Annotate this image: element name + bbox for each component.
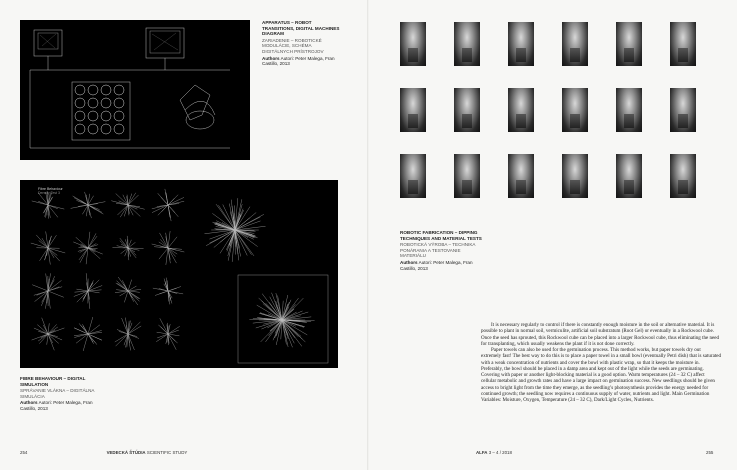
caption-authors: Authors Autori: Peter Malega, Fran Castillo, 2013 — [400, 259, 473, 271]
dipping-test-photo — [670, 22, 696, 66]
apparatus-diagram-lines — [20, 20, 250, 160]
caption-authors: Authors Autori: Peter Malega, Fran Castillo, 2013 — [20, 400, 93, 411]
caption-subtitle: SPRÁVANIE VLÁKNA – DIGITÁLNA SIMULÁCIA — [20, 388, 95, 399]
fibre-strand — [120, 193, 136, 217]
footer-journal: ALFA 3 – 4 / 2018 — [476, 450, 512, 455]
dipping-test-photo — [400, 154, 426, 198]
fibre-strand — [38, 331, 57, 336]
caption-subtitle: ROBOTICKÁ VÝROBA – TECHNIKA PONÁRANIA A TESTOVANIE MATERIÁLU — [400, 242, 476, 259]
left-page — [0, 0, 368, 470]
dipping-test-photo — [508, 88, 534, 132]
caption-subtitle: ZARIADENIE – ROBOTICKÉ MODULÁCIE, SCHÉMA DIGITÁLNYCH PRÍSTROJOV — [262, 37, 324, 54]
fibre-strand — [165, 283, 171, 299]
dipping-test-photo — [562, 22, 588, 66]
fibre-caption — [20, 376, 100, 412]
apparatus-caption — [262, 20, 342, 67]
caption-title: APPARATUS – ROBOT TRANSITIONS, DIGITAL MACHINES DIAGRAM — [262, 20, 340, 37]
dipping-test-photo — [562, 88, 588, 132]
fibre-strand — [122, 280, 133, 301]
dipping-test-photo — [670, 154, 696, 198]
footer-left — [20, 450, 187, 455]
dipping-test-photo — [670, 88, 696, 132]
footer-right — [476, 450, 512, 455]
right-page — [368, 0, 737, 470]
body-text — [481, 322, 721, 403]
dipping-test-photo — [508, 22, 534, 66]
dipping-test-photo — [616, 22, 642, 66]
sim-panel-label: Fibre Behaviour Density Test 3 — [38, 187, 63, 195]
fibre-strands — [20, 180, 338, 368]
paragraph: It is necessary regularly to control if there is constantly enough moisture in the soil or alternative material. It is possible to plant in normal soil, vermiculite, artificial soil substratum (Root Gel) or eventually in a Rockwool cube. Once the seed has sprouted, this Rockwool cube can be placed into a larger Rockwool cube, thus eliminating the need for transplanting, which usually weakens the plant if it is not done correctly. — [481, 322, 720, 347]
dipping-test-photo — [454, 88, 480, 132]
dipping-test-photo — [454, 154, 480, 198]
page-number-left: 254 — [20, 450, 28, 455]
dipping-test-photo — [400, 22, 426, 66]
fibre-simulation-image — [20, 180, 338, 368]
fibre-strand — [80, 244, 97, 253]
dipping-test-photo — [562, 154, 588, 198]
fibre-strand — [158, 195, 178, 216]
dipping-test-photo — [400, 88, 426, 132]
footer-section: VEDECKÁ ŠTÚDIA SCIENTIFIC STUDY — [106, 450, 188, 455]
dipping-test-photo — [616, 154, 642, 198]
dipping-test-photo — [454, 22, 480, 66]
fibre-strand — [82, 324, 93, 344]
page-number-right: 255 — [706, 450, 714, 455]
caption-title: ROBOTIC FABRICATION – DIPPING TECHNIQUES AND MATERIAL TESTS — [400, 230, 482, 241]
caption-authors: Authors Autori: Peter Malega, Fran Castillo, 2013 — [262, 55, 335, 67]
dipping-test-photo — [616, 88, 642, 132]
dipping-test-photo — [508, 154, 534, 198]
fibre-strand — [166, 324, 170, 344]
robotic-caption — [400, 230, 482, 271]
apparatus-diagram-image — [20, 20, 250, 160]
fibre-strand — [74, 198, 102, 213]
caption-title: FIBRE BEHAVIOUR – DIGITAL SIMULATION — [20, 376, 86, 387]
paragraph: Paper towels can also be used for the germination process. This method works, but paper towels dry out extremely fast! The best way to do this is to place a paper towel in a small bowl (eventually Petri dish) that is saturated with a weak concentration of nutrients and cover the bowl with plastic wrap, so that it keeps the moisture in. Preferably, the bowl should be placed in a damp area and kept out of the light while the seeds are germinating. Covering with paper or another light-blocking material is a good option. Warm temperatures (24 – 32 C) affect cellular metabolic and growth rates and have a large impact on germination success. New seedlings should be given access to bright light from the time they emerge, as the seedling’s photosynthesis provides the energy needed for continued growth; the seedling now requires a continuous supply of water, nutrients and light. Main Germination Variables: Moisture, Oxygen, Temperature (24 – 32 C), Dark/Light Cycles, Nutrients. — [481, 347, 721, 403]
